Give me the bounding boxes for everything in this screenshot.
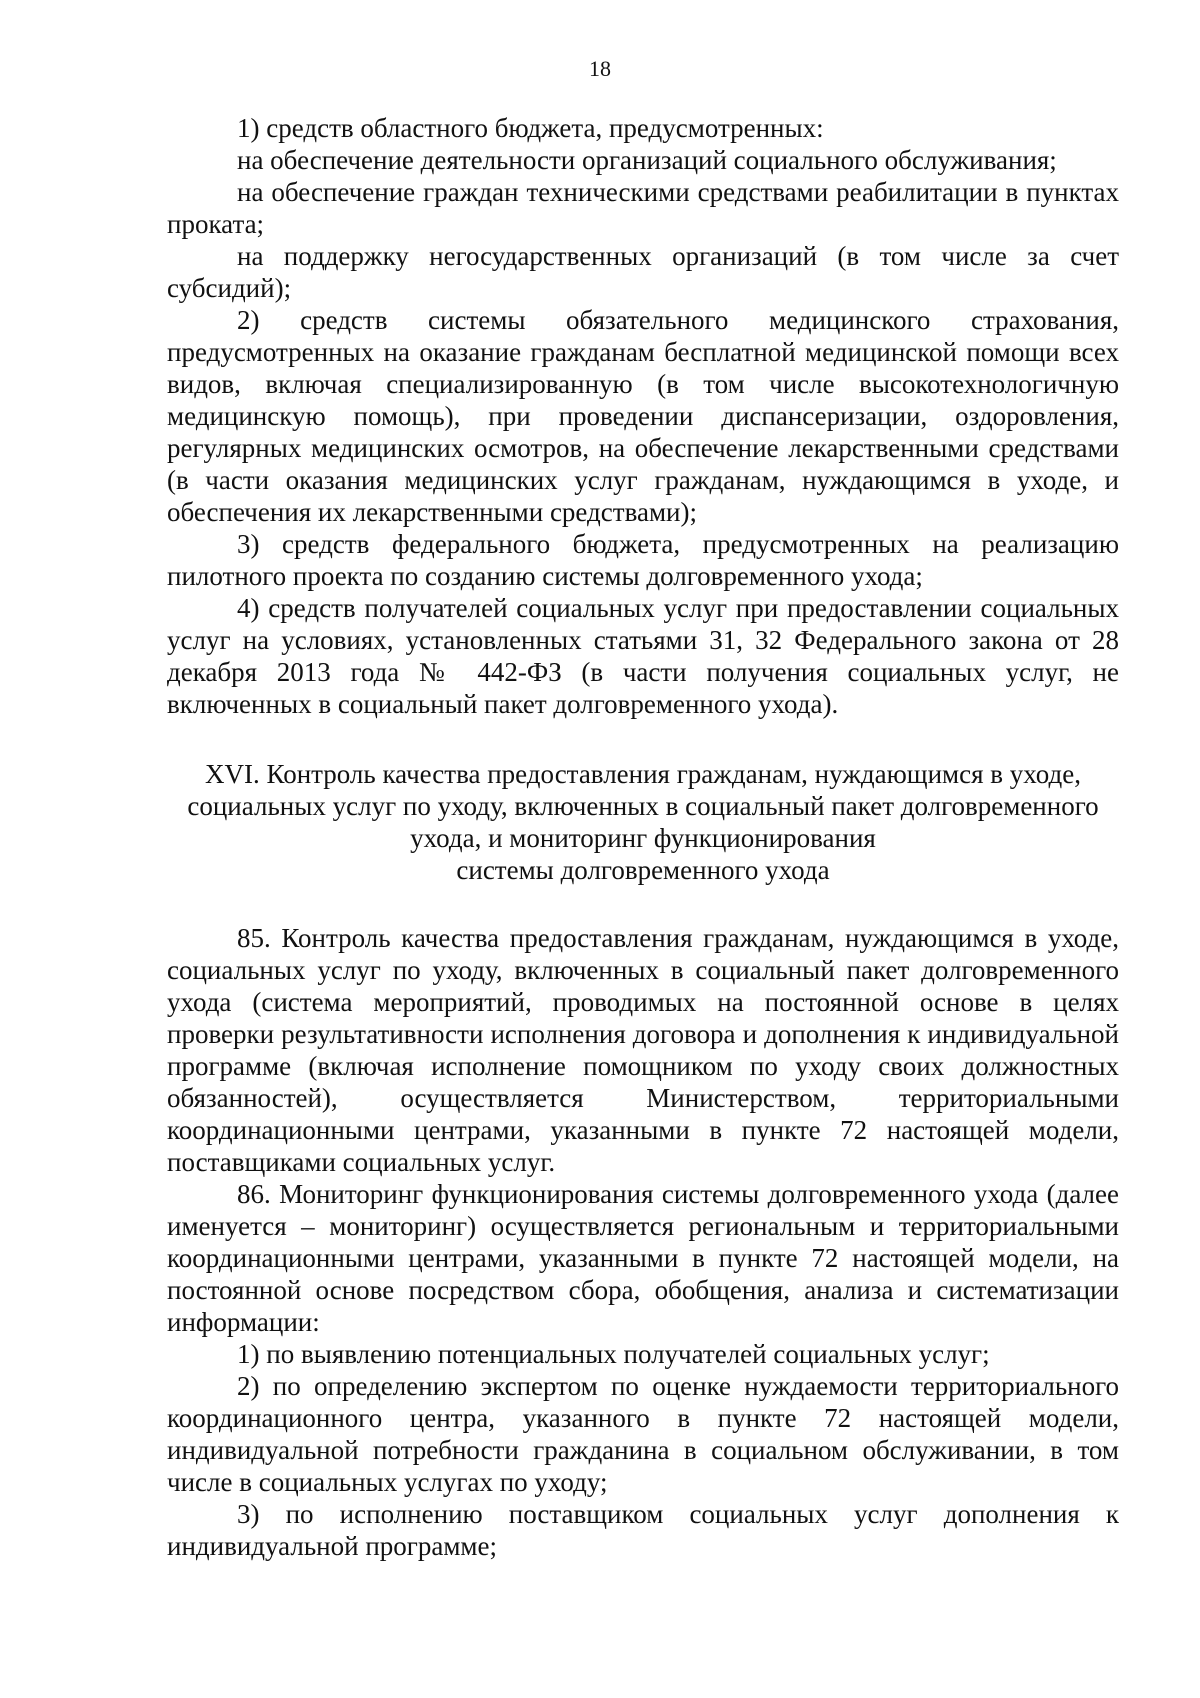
paragraph-86-item-2: 2) по определению экспертом по оценке нуждаемости территориального координационного центра, указанного в пункте 72 настоящей модели, индивидуальной потребности гражданина в социальном обслуживании, в том числе в социальных услугах по уходу;: [167, 1371, 1119, 1497]
section-heading-line-3: ухода, и мониторинг функционирования: [410, 823, 876, 853]
paragraph-nongovernmental-support: на поддержку негосударственных организаций (в том числе за счет субсидий);: [167, 241, 1119, 303]
paragraph-85: 85. Контроль качества предоставления гражданам, нуждающимся в уходе, социальных услуг по уходу, включенных в социальный пакет долговременного ухода (система мероприятий, проводимых на постоянной основе в целях проверки результативности исполнения договора и дополнения к индивидуальной программе (включая исполнение помощником по уходу своих должностных обязанностей), осуществляется Министерством, территориальными координационными центрами, указанными в пункте 72 настоящей модели, поставщиками социальных услуг.: [167, 923, 1119, 1177]
paragraph-federal-budget: 3) средств федерального бюджета, предусмотренных на реализацию пилотного проекта по созданию системы долговременного ухода;: [167, 529, 1119, 591]
paragraph-rehabilitation-means: на обеспечение граждан техническими средствами реабилитации в пунктах проката;: [167, 177, 1119, 239]
section-heading: [167, 758, 1119, 886]
paragraph-recipient-funds: 4) средств получателей социальных услуг при предоставлении социальных услуг на условиях, установленных статьями 31, 32 Федерального закона от 28 декабря 2013 года № 442-ФЗ (в части получения социальных услуг, не включенных в социальный пакет долговременного ухода).: [167, 593, 1119, 719]
paragraph-medical-insurance: 2) средств системы обязательного медицинского страхования, предусмотренных на оказание гражданам бесплатной медицинской помощи всех видов, включая специализированную (в том числе высокотехнологичную медицинскую помощь), при проведении диспансеризации, оздоровления, регулярных медицинских осмотров, на обеспечение лекарственными средствами (в части оказания медицинских услуг гражданам, нуждающимся в уходе, и обеспечения их лекарственными средствами);: [167, 305, 1119, 527]
paragraph-86-item-3: 3) по исполнению поставщиком социальных услуг дополнения к индивидуальной программе;: [167, 1499, 1119, 1561]
section-heading-line-1: XVI. Контроль качества предоставления гражданам, нуждающимся в уходе,: [205, 759, 1081, 789]
paragraph-86: 86. Мониторинг функционирования системы долговременного ухода (далее именуется – мониторинг) осуществляется региональным и территориальными координационными центрами, указанными в пункте 72 настоящей модели, на постоянной основе посредством сбора, обобщения, анализа и систематизации информации:: [167, 1179, 1119, 1337]
paragraph-social-organizations: на обеспечение деятельности организаций социального обслуживания;: [237, 145, 1057, 175]
paragraph-86-item-1: 1) по выявлению потенциальных получателей социальных услуг;: [237, 1339, 990, 1369]
section-heading-line-4: системы долговременного ухода: [456, 855, 830, 885]
section-heading-line-2: социальных услуг по уходу, включенных в социальный пакет долговременного: [187, 791, 1099, 821]
paragraph-regional-budget: 1) средств областного бюджета, предусмотренных:: [237, 113, 824, 143]
page-number: 18: [589, 56, 611, 81]
document-body: [167, 112, 1119, 1562]
